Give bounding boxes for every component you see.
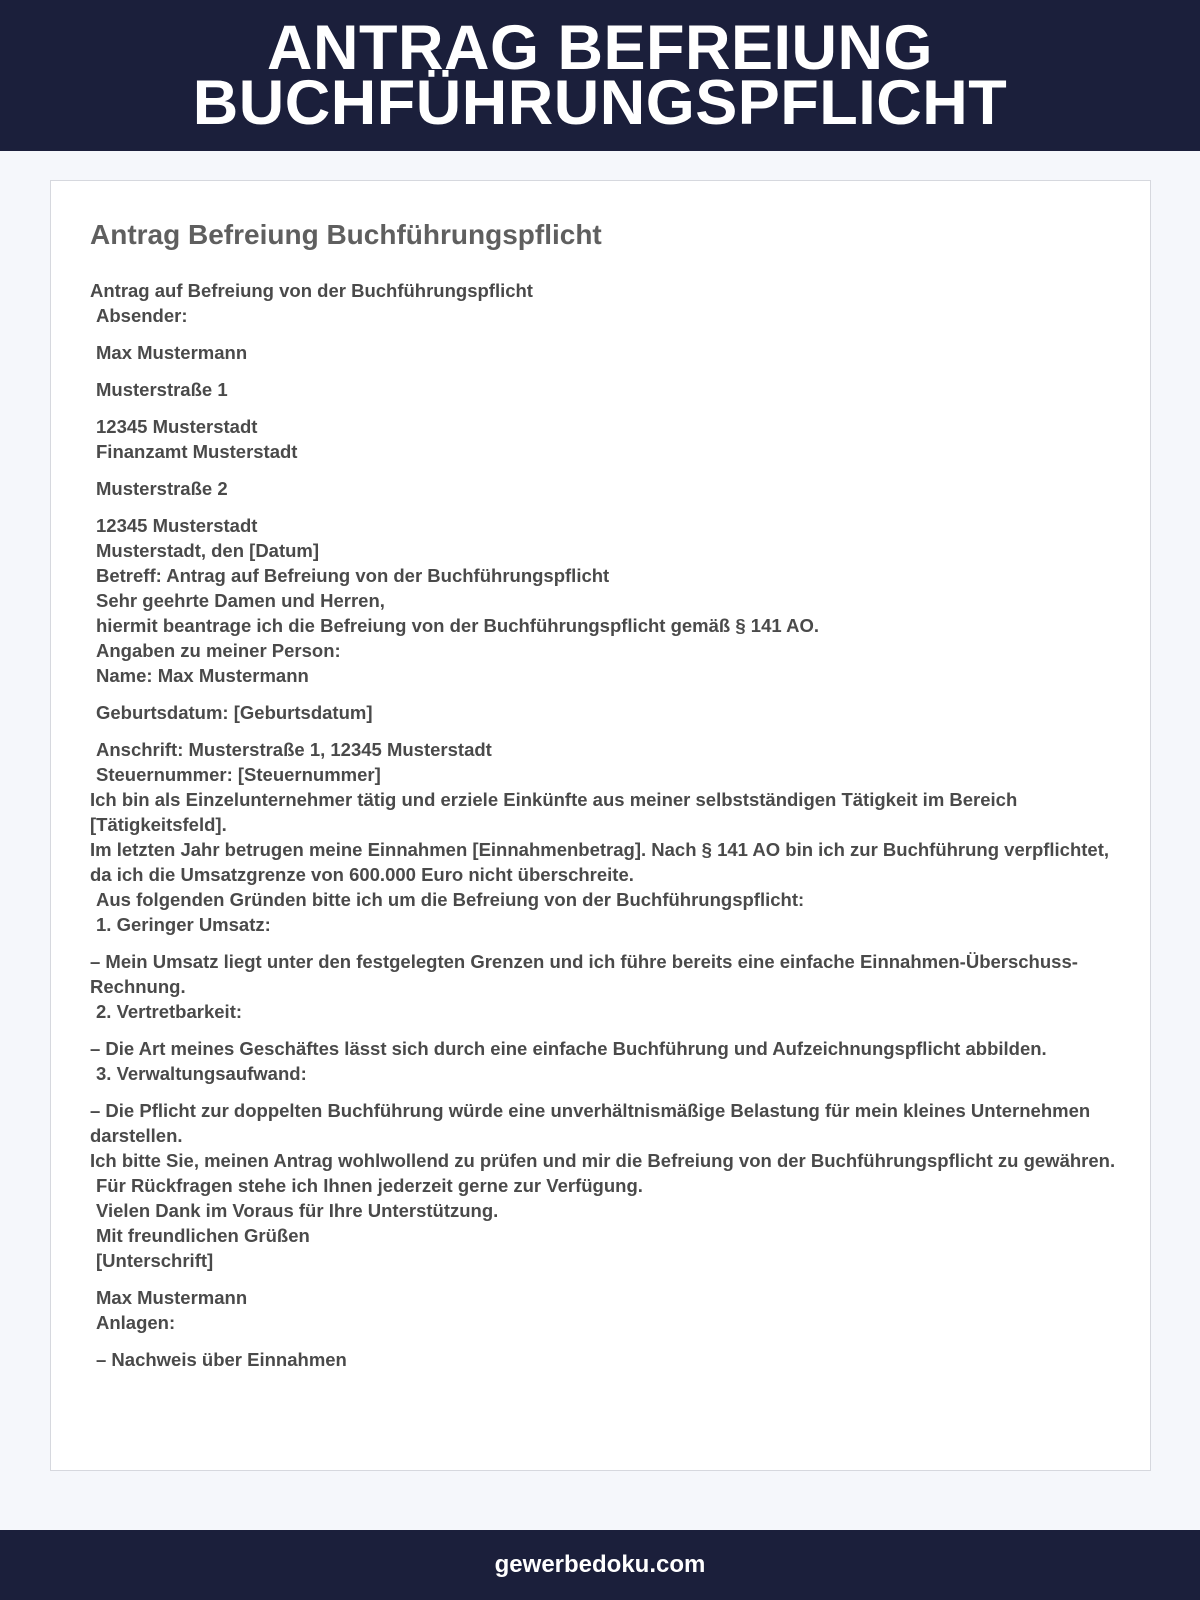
attachments-label: Anlagen:	[96, 1312, 176, 1333]
letter-heading: Antrag auf Befreiung von der Buchführungspflicht	[90, 280, 533, 301]
request-statement: hiermit beantrage ich die Befreiung von der Buchführungspflicht gemäß § 141 AO.	[96, 615, 819, 636]
signature-placeholder: [Unterschrift]	[96, 1250, 214, 1271]
reason-3-heading: 3. Verwaltungsaufwand:	[96, 1063, 307, 1084]
subject-line: Betreff: Antrag auf Befreiung von der Buchführungspflicht	[96, 565, 610, 586]
footer-site-link[interactable]: gewerbedoku.com	[494, 1551, 706, 1578]
reason-2-heading: 2. Vertretbarkeit:	[96, 1001, 243, 1022]
personal-address: Anschrift: Musterstraße 1, 12345 Musterstadt	[96, 739, 492, 760]
personal-tax-number: Steuernummer: [Steuernummer]	[96, 764, 381, 785]
reasons-intro: Aus folgenden Gründen bitte ich um die Befreiung von der Buchführungspflicht:	[96, 889, 805, 910]
salutation: Sehr geehrte Damen und Herren,	[96, 590, 385, 611]
attachment-item: – Nachweis über Einnahmen	[96, 1349, 347, 1370]
recipient-city: 12345 Musterstadt	[96, 515, 258, 536]
reason-1-heading: 1. Geringer Umsatz:	[96, 914, 271, 935]
letter-body	[90, 278, 1120, 1372]
reason-2-text: – Die Art meines Geschäftes lässt sich durch eine einfache Buchführung und Aufzeichnungspflicht abbilden.	[90, 1038, 1047, 1059]
personal-name: Name: Max Mustermann	[96, 665, 309, 686]
sender-street: Musterstraße 1	[96, 379, 228, 400]
closing-request: Ich bitte Sie, meinen Antrag wohlwollend zu prüfen und mir die Befreiung von der Buchführungspflicht zu gewähren.	[90, 1150, 1116, 1171]
valediction: Mit freundlichen Grüßen	[96, 1225, 310, 1246]
document-title: Antrag Befreiung Buchführungspflicht	[90, 219, 602, 250]
contact-offer: Für Rückfragen stehe ich Ihnen jederzeit gerne zur Verfügung.	[96, 1175, 643, 1196]
reason-1-text: – Mein Umsatz liegt unter den festgelegten Grenzen und ich führe bereits eine einfache Einnahmen-Überschuss-Rechnung.	[90, 951, 1078, 997]
document-card	[50, 180, 1151, 1471]
header-title-line-2: BUCHFÜHRUNGSPFLICHT	[192, 67, 1008, 138]
sender-name: Max Mustermann	[96, 342, 248, 363]
place-date: Musterstadt, den [Datum]	[96, 540, 320, 561]
header-title-line-1: ANTRAG BEFREIUNG	[267, 12, 933, 83]
recipient-name: Finanzamt Musterstadt	[96, 441, 298, 462]
page-footer	[0, 1530, 1200, 1600]
recipient-street: Musterstraße 2	[96, 478, 228, 499]
thanks-line: Vielen Dank im Voraus für Ihre Unterstützung.	[96, 1200, 499, 1221]
reason-3-text: – Die Pflicht zur doppelten Buchführung würde eine unverhältnismäßige Belastung für mein kleines Unternehmen darstellen.	[90, 1100, 1091, 1146]
revenue-paragraph: Im letzten Jahr betrugen meine Einnahmen [Einnahmenbetrag]. Nach § 141 AO bin ich zur Buchführung verpflichtet, da ich die Umsatzgrenze von 600.000 Euro nicht überschreite.	[90, 839, 1110, 885]
business-paragraph: Ich bin als Einzelunternehmer tätig und erziele Einkünfte aus meiner selbstständigen Tätigkeit im Bereich [Tätigkeitsfeld].	[90, 789, 1018, 835]
personal-info-label: Angaben zu meiner Person:	[96, 640, 341, 661]
signer-name: Max Mustermann	[96, 1287, 248, 1308]
sender-label: Absender:	[96, 305, 188, 326]
sender-city: 12345 Musterstadt	[96, 416, 258, 437]
personal-birthdate: Geburtsdatum: [Geburtsdatum]	[96, 702, 373, 723]
page-header-banner	[0, 0, 1200, 151]
